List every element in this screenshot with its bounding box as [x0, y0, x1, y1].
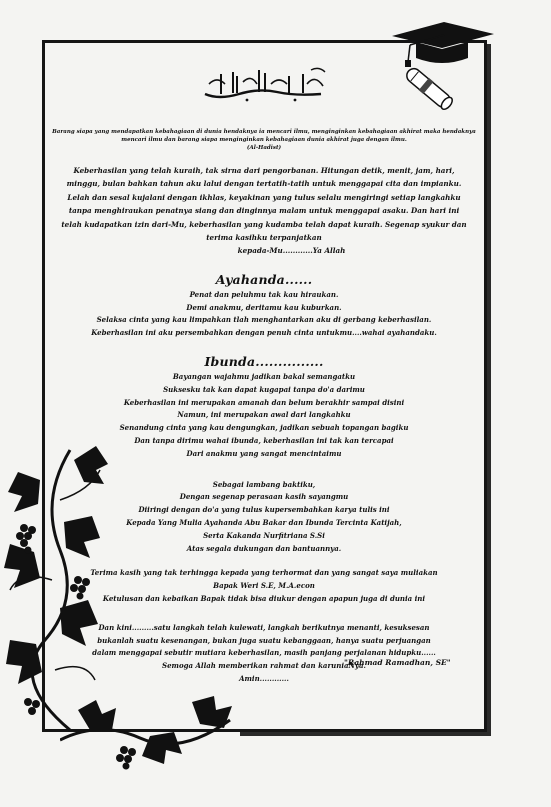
verse-line: Diiringi dengan do'a yang tulus kupersembahkan karya tulis ini — [138, 505, 390, 515]
opening-paragraph — [48, 164, 480, 258]
author-signature: "Rahmad Ramadhan, SE" — [344, 658, 451, 667]
ayahanda-verses — [48, 289, 480, 340]
verse-line: Suksesku tak kan dapat kugapai tanpa do'a darimu — [163, 384, 365, 394]
border-shadow-bottom — [240, 732, 491, 736]
verse-line: Dan kini.........satu langkah telah kulewati, langkah berikutnya menanti, kesuksesan — [98, 622, 430, 632]
verse-line: Dengan segenap perasaan kasih sayangmu — [179, 492, 349, 502]
verse-line: Bayangan wajahmu jadikan bakal semangatku — [172, 372, 356, 382]
ibunda-heading: Ibunda............... — [204, 354, 324, 370]
verse-line: Kepada Yang Mulia Ayahanda Abu Bakar dan Ibunda Tercinta Katijah, — [126, 518, 402, 527]
bismillah-calligraphy-graphic — [199, 64, 329, 106]
verse-line: Keberhasilan ini aku persembahkan dengan penuh cinta untukmu....wahai ayahandaku. — [91, 328, 437, 338]
opening-line: mengiringi setiap langkahku tanpa menghiraukan penatnya siang dan dinginnya malam — [68, 192, 461, 216]
opening-line: kepada-Mu............Ya Allah — [237, 246, 346, 256]
verse-line: Amin............ — [239, 673, 289, 683]
verse-line: Dari anakmu yang sangat mencintaimu — [186, 448, 342, 458]
verse-line: Sebagai lambang baktiku, — [212, 479, 316, 489]
opening-line: untuk menggapai asaku. Dan hari ini telah kudapatkan izin dari-Mu, keberhasilan yang — [61, 206, 460, 229]
verse-line: dalam menggapai sebutir mutiara keberhasilan, masih panjang perjalanan hidupku...... — [92, 648, 436, 658]
verse-line: Dan tanpa dirimu wahai ibunda, keberhasilan ini tak kan tercapai — [134, 436, 394, 446]
verse-line: Senandung cinta yang kau dengungkan, jadikan sebuah topangan bagiku — [119, 423, 409, 433]
hadith-quote: Barang siapa yang mendapatkan kebahagiaan di dunia hendaknya ia mencari ilmu, menginginkan kebahagiaan akhirat maka hendaknya mencari ilmu dan barang siapa menginginkan kebahagiaan dunia akhirat juga dengan ilmu. — [52, 129, 476, 143]
opening-line: kudamba telah dapat kuraih. Segenap syukur dan terima kasihku terpanjatkan — [206, 219, 467, 243]
opening-line: hari, minggu, bulan bahkan tahun aku lalui dengan tertatih-tatih untuk menggapai cita — [66, 166, 455, 189]
verse-line: Semoga Allah memberikan rahmat dan karuniaNya. — [162, 661, 366, 671]
opening-line: Keberhasilan yang telah kuraih, tak sirna dari pengorbanan. Hitungan detik, menit, jam, — [73, 166, 434, 175]
grape-vine-ornament-bottom — [60, 680, 240, 770]
verse-line: Penat dan peluhmu tak kau hiraukan. — [189, 289, 339, 299]
verse-line: bukanlah suatu kesenangan, bukan juga suatu kebanggaan, hanya suatu perjuangan — [97, 635, 431, 645]
ayahanda-heading: Ayahanda...... — [215, 271, 313, 287]
verse-line: Keberhasilan ini merupakan amanah dan belum berakhir sampai disini — [123, 397, 405, 407]
verse-line: Ketulusan dan kebaikan Bapak tidak bisa diukur dengan apapun juga di dunia ini — [102, 593, 426, 603]
verse-line: Namun, ini merupakan awal dari langkahku — [177, 410, 351, 420]
verse-line: Demi anakmu, deritamu kau kuburkan. — [186, 302, 342, 312]
verse-line: Atas segala dukungan dan bantuannya. — [186, 543, 342, 553]
bismillah-calligraphy — [48, 54, 480, 106]
hadith-source: (Al-Hadist) — [246, 145, 282, 151]
verse-line: Selaksa cinta yang kau limpahkan tlah menghantarkan aku di gerbang keberhasilan. — [96, 315, 432, 325]
verse-line: Terima kasih yang tak terhingga kepada yang terhormat dan yang sangat saya muliakan — [90, 568, 438, 578]
opening-line: dan impianku. Lelah dan sesal kujalani dengan ikhlas, keyakinan yang tulus selalu — [67, 179, 462, 202]
verse-line: Serta Kakanda Nurfitriana S.Si — [203, 530, 325, 540]
border-shadow-right — [487, 44, 491, 734]
verse-line: Bapak Weri S.E, M.A.econ — [213, 581, 315, 591]
